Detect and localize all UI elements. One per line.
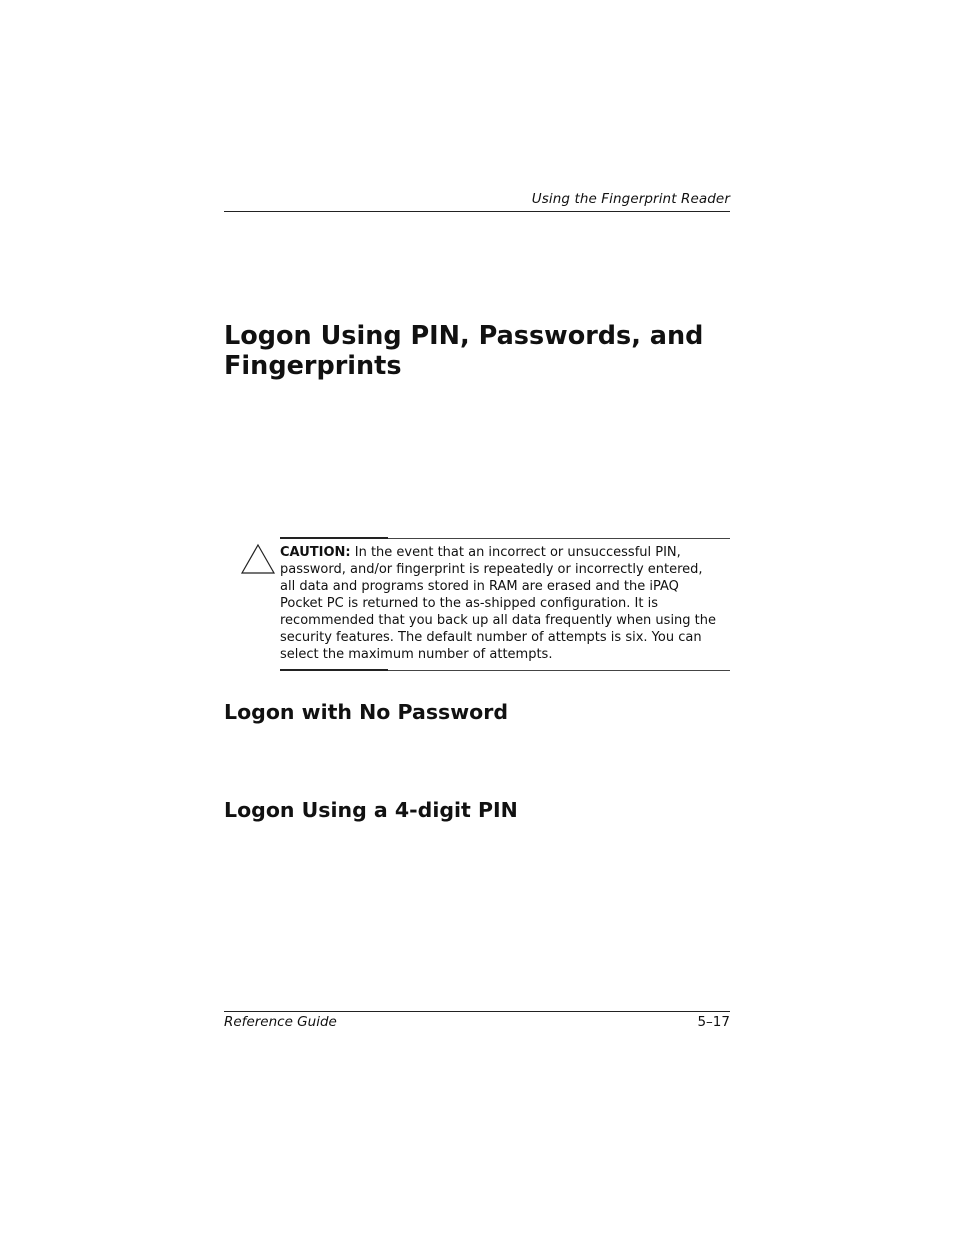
footer-page-number: 5–17 (697, 1014, 730, 1030)
caution-triangle-icon (240, 543, 276, 575)
caution-body: In the event that an incorrect or unsuccessful PIN, password, and/or fingerprint is repeatedly or incorrectly entered, all data and programs stored in RAM are erased and the iPAQ Pocket PC is returned to the as-shipped configuration. It is recommended that you back up all data frequently when using the security features. The default number of attempts is six. You can select the maximum number of attempts. (280, 545, 717, 662)
caution-top-rule (280, 538, 730, 539)
caution-bottom-rule (280, 670, 730, 671)
section-heading-no-password: Logon with No Password (224, 700, 509, 724)
footer-guide-name: Reference Guide (224, 1014, 337, 1030)
running-header: Using the Fingerprint Reader (531, 191, 730, 207)
caution-text (280, 544, 720, 663)
footer-rule (224, 1011, 730, 1012)
section-heading-4-digit-pin: Logon Using a 4-digit PIN (224, 798, 518, 822)
header-rule (224, 211, 730, 212)
caution-label: CAUTION: (280, 545, 351, 560)
page-title: Logon Using PIN, Passwords, and Fingerprints (224, 321, 704, 381)
